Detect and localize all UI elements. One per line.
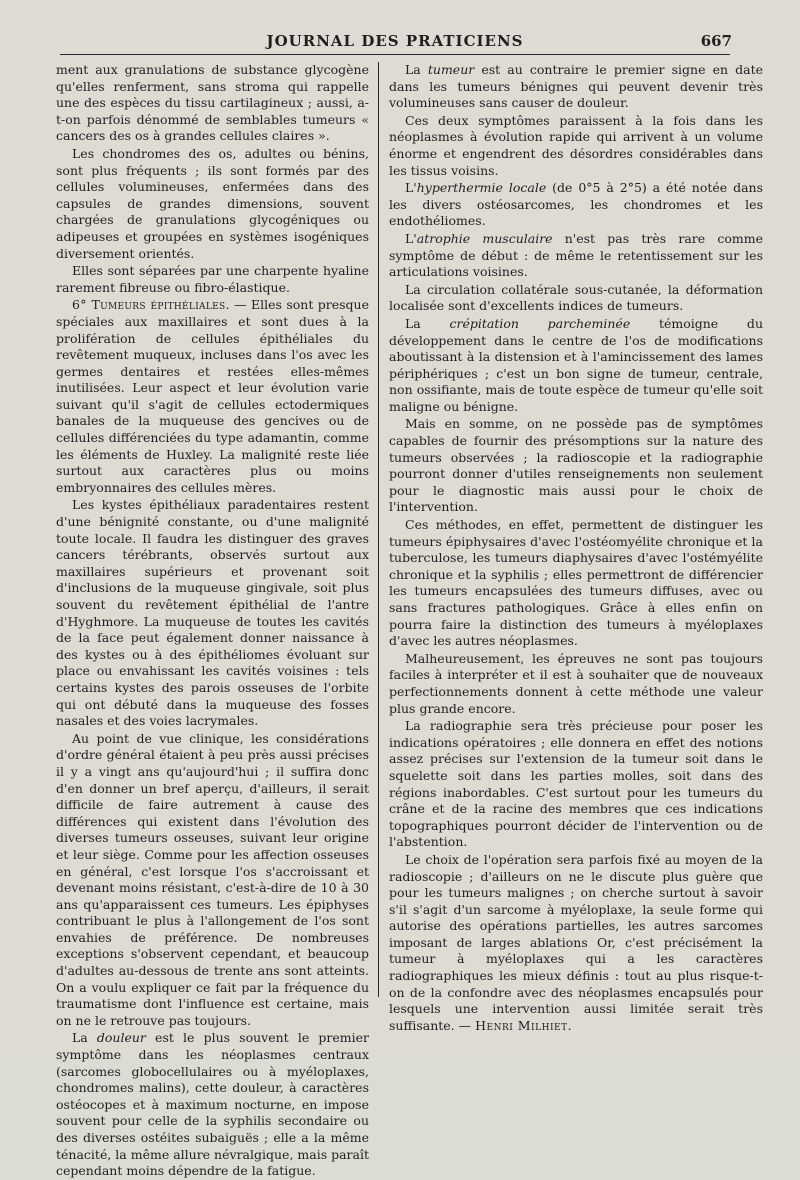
paragraph-text: n'est pas très rare comme symptôme de début : de même le retentissement sur les articulations voisines. — [389, 230, 763, 280]
paragraph-text: La — [72, 1030, 97, 1046]
paragraph-text: Le choix de l'opération sera parfois fixé au moyen de la radioscopie ; d'ailleurs on ne le discute plus guère que pour les tumeurs malignes ; on cherche surtout à savoir s'il s'agit d'un sarcome à myéloplaxe, la seule forme qui autorise des opérations partielles, les autres sarcomes imposant de larges ablations Or, c'est précisément la tumeur à myéloplaxes qui a les caractères radiographiques les mieux définis : tout au plus risque-t-on de la confondre avec des néoplasmes encapsulés pour lesquels une intervention aussi limitée serait très suffisante. — — [389, 851, 763, 1033]
paragraph: Ces méthodes, en effet, permettent de distinguer les tumeurs épiphysaires d'avec l'ostéomyélite chronique et la tuberculose, les tumeurs diaphysaires d'avec l'ostémyélite chronique et la syphilis ; elles permettront de différencier les tumeurs encapsulées des tumeurs diffuses, avec ou sans fractures pathologiques. Grâce à elles enfin on pourra faire la distinction des tumeurs à myéloplaxes d'avec les autres néoplasmes. — [389, 517, 763, 649]
paragraph: Les kystes épithéliaux paradentaires restent d'une bénignité constante, ou d'une malignité toute locale. Il faudra les distinguer des graves cancers térébrants, observés surtout aux maxillaires supérieurs et provenant soit d'inclusions de la muqueuse gingivale, soit plus souvent du revêtement épithélial de l'antre d'Hyghmore. La muqueuse de toutes les cavités de la face peut également donner naissance à des kystes ou à des épithéliomes évoluant sur place ou envahissant les cavités voisines : tels certains kystes des parois osseuses de l'orbite qui ont débuté dans la muqueuse des fosses nasales et des voies lacrymales. — [56, 497, 369, 729]
paragraph — [389, 180, 763, 230]
paragraph: Les chondromes des os, adultes ou bénins, sont plus fréquents ; ils sont formés par des cellules volumineuses, enfermées dans des capsules de grandes dimensions, souvent chargées de granulations glycogéniques ou adipeuses et groupées en systèmes isogéniques diversement orientés. — [56, 145, 369, 261]
paragraph — [389, 62, 763, 112]
paragraph — [56, 297, 369, 496]
emphasis: atrophie musculaire — [416, 230, 553, 246]
paragraph-text: La — [405, 62, 428, 77]
paragraph-text: (de 0°5 à 2°5) a été notée dans les divers ostéosarcomes, les chondromes et les endothéliomes. — [389, 180, 763, 229]
paragraph-text: témoigne du développement dans le centre de l'os de modifications aboutissant à la distension et à l'amincissement des lames périphériques ; c'est un bon signe de tumeur, centrale, non ossifiante, mais de toute espèce de tumeur qu'elle soit maligne ou bénigne. — [389, 315, 763, 414]
paragraph: ment aux granulations de substance glycogène qu'elles renferment, sans stroma qui rappelle une des espèces du tissu cartilagineux ; aussi, a-t-on parfois dénommé de semblables tumeurs « cancers des os à grandes cellules claires ». — [56, 62, 369, 144]
paragraph-text: est le plus souvent le premier symptôme dans les néoplasmes centraux (sarcomes globocellulaires ou à myéloplaxes, chondromes malins), cette douleur, à caractères ostéocopes et à maximum nocturne, en impose souvent pour celle de la syphilis secondaire ou des diverses ostéites subaiguës ; elle a la même ténacité, la même allure névralgique, mais paraît cependant moins dépendre de la fatigue. — [56, 1030, 369, 1179]
paragraph: Au point de vue clinique, les considérations d'ordre général étaient à peu près aussi précises il y a vingt ans qu'aujourd'hui ; il suffira donc d'en donner un bref aperçu, d'ailleurs, il serait difficile de faire autrement à cause des différences qui existent dans l'évolution des diverses tumeurs osseuses, suivant leur origine et leur siège. Comme pour les affection osseuses en général, c'est lorsque l'os s'accroissant et devenant moins résistant, c'est-à-dire de 10 à 30 ans qu'apparaissent ces tumeurs. Les épiphyses contribuant le plus à l'allongement de l'os sont envahies de préférence. De nombreuses exceptions s'observent cependant, et beaucoup d'adultes au-dessous de trente ans sont atteints. On a voulu expliquer ce fait par la fréquence du traumatisme dont l'influence est certaine, mais on ne le retrouve pas toujours. — [56, 730, 369, 1028]
paragraph-text: L' — [405, 230, 417, 246]
paragraph-text: est au contraire le premier signe en date dans les tumeurs bénignes qui peuvent devenir très volumineuses sans causer de douleur. — [389, 62, 764, 111]
paragraph — [389, 231, 763, 281]
page-number: 667 — [700, 32, 732, 50]
paragraph: Mais en somme, on ne possède pas de symptômes capables de fournir des présomptions sur la nature des tumeurs observées ; la radioscopie et la radiographie pourront donner d'utiles renseignements non seulement pour le diagnostic mais aussi pour le choix de l'intervention. — [389, 416, 763, 515]
paragraph — [56, 1030, 369, 1179]
paragraph: La circulation collatérale sous-cutanée, la déformation localisée sont d'excellents indices de tumeurs. — [389, 281, 763, 314]
paragraph-text: — Elles sont presque spéciales aux maxillaires et sont dues à la prolifération de cellules épithéliales du revêtement muqueux, incluses dans l'os avec les germes dentaires et restées elles-mêmes inutilisées. Leur aspect et leur évolution varie suivant qu'il s'agit de cellules ectodermiques banales de la muqueuse des gencives ou de cellules différenciées du type adamantin, comme les éléments de Huxley. La malignité reste liée surtout aux caractères plus ou moins embryonnaires des cellules mères. — [56, 297, 369, 495]
section-heading: 6° Tumeurs épithéliales. — [72, 297, 230, 313]
journal-title: JOURNAL DES PRATICIENS — [266, 32, 524, 50]
page-header — [60, 30, 730, 55]
author-signature: Henri Milhiet. — [475, 1017, 573, 1033]
paragraph-text: La — [405, 315, 450, 331]
emphasis: douleur — [96, 1030, 146, 1046]
paragraph: Ces deux symptômes paraissent à la fois dans les néoplasmes à évolution rapide qui arrivent à un volume énorme et engendrent des désordres considérables dans les tissus voisins. — [389, 112, 763, 178]
paragraph-text: L' — [405, 180, 417, 196]
emphasis: hyperthermie locale — [416, 180, 547, 196]
paragraph — [389, 316, 763, 416]
emphasis: crépitation parcheminée — [449, 315, 631, 331]
column-divider — [378, 62, 379, 997]
paragraph: La radiographie sera très précieuse pour poser les indications opératoires ; elle donnera en effet des notions assez précises sur l'extension de la tumeur soit dans le squelette soit dans les parties molles, soit dans des régions inabordables. C'est surtout pour les tumeurs du crâne et de la racine des membres que ces indications topographiques pourront décider de l'intervention ou de l'abstention. — [389, 718, 763, 850]
paragraph — [389, 852, 763, 1035]
right-column — [389, 62, 764, 1033]
left-column — [56, 62, 369, 1179]
paragraph: Malheureusement, les épreuves ne sont pas toujours faciles à interpréter et il est à souhaiter que de nouveaux perfectionnements donnent à cette méthode une valeur plus grande encore. — [389, 650, 763, 716]
paragraph: Elles sont séparées par une charpente hyaline rarement fibreuse ou fibro-élastique. — [56, 263, 369, 295]
emphasis: tumeur — [427, 62, 475, 77]
